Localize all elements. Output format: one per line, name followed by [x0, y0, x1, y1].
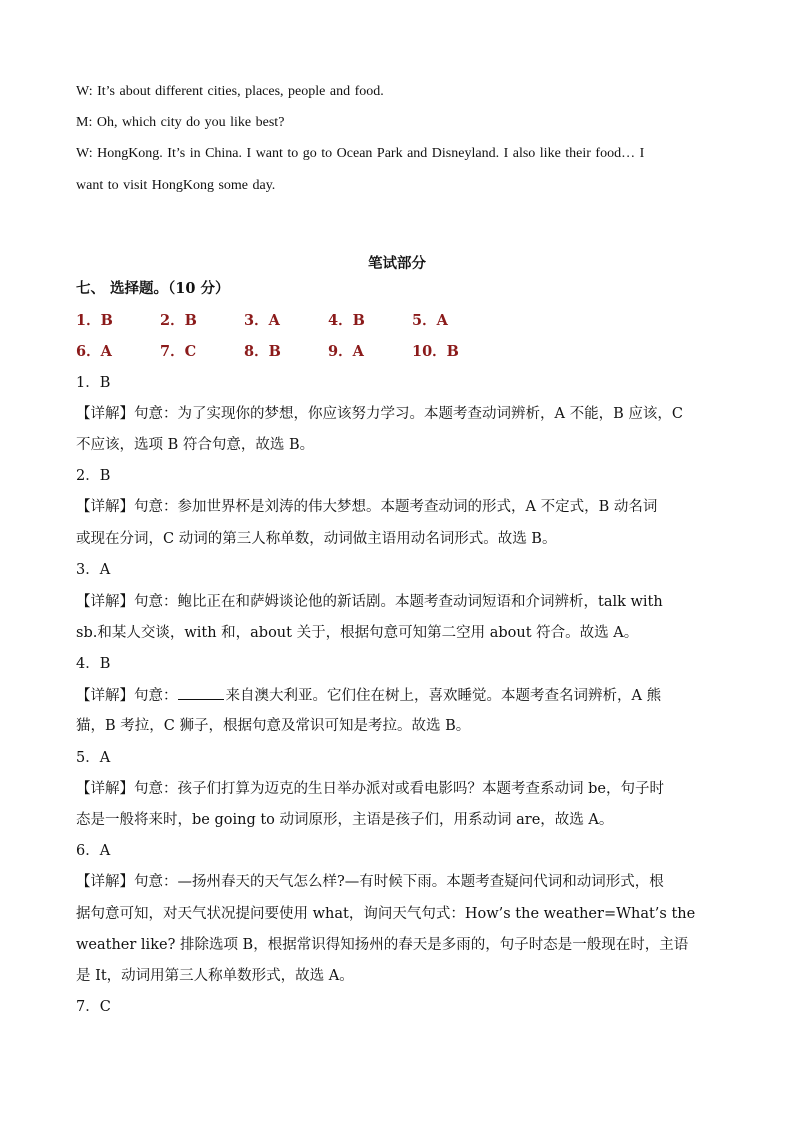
dialogue-line-1: W: It’s about different cities, places, people and food.	[76, 84, 384, 99]
explanation-number: 2．B	[76, 468, 111, 484]
explanation-rest: 来自澳大利亚。它们住在树上，喜欢睡觉。本题考查名词辨析，A 熊	[225, 688, 662, 704]
explanation-number: 7．C	[76, 999, 111, 1015]
explanation-text	[76, 685, 756, 706]
answer-key-item: 2．B	[160, 312, 197, 329]
answer-key-item: 3．A	[244, 312, 280, 329]
answer-key-item: 8．B	[244, 343, 281, 360]
answer-key-item: 9．A	[328, 343, 364, 360]
dialogue-line-2: M: Oh, which city do you like best?	[76, 115, 285, 130]
fill-in-blank	[178, 685, 224, 700]
explanation-text: 态是一般将来时，be going to 动词原形，主语是孩子们，用系动词 are，故选 A。	[76, 812, 614, 828]
explanation-text: 或现在分词，C 动词的第三人称单数，动词做主语用动名词形式。故选 B。	[76, 531, 557, 547]
explanation-text: 【详解】句意：为了实现你的梦想，你应该努力学习。本题考查动词辨析，A 不能，B 应该，C	[76, 406, 683, 422]
dialogue-line-3: W: HongKong. It’s in China. I want to go to Ocean Park and Disneyland. I also like their food… I	[76, 146, 645, 161]
explanation-text: 【详解】句意：参加世界杯是刘涛的伟大梦想。本题考查动词的形式，A 不定式，B 动名词	[76, 499, 658, 515]
explanation-text: 【详解】句意：—扬州春天的天气怎么样?—有时候下雨。本题考查疑问代词和动词形式，根	[76, 874, 664, 890]
explanation-text: 是 It，动词用第三人称单数形式，故选 A。	[76, 968, 354, 984]
answer-key-row-1	[76, 311, 756, 331]
explanation-text: sb.和某人交谈，with 和，about 关于，根据句意可知第二空用 about 符合。故选 A。	[76, 625, 639, 641]
section-title: 笔试部分	[368, 255, 426, 272]
explanation-text: 不应该，选项 B 符合句意，故选 B。	[76, 437, 315, 453]
answer-key-item: 1．B	[76, 312, 113, 329]
answer-key-item: 4．B	[328, 312, 365, 329]
explanation-number: 1．B	[76, 375, 111, 391]
explanation-text: 【详解】句意：鲍比正在和萨姆谈论他的新话剧。本题考查动词短语和介词辨析，talk with	[76, 594, 663, 610]
explanation-number: 6．A	[76, 843, 111, 859]
answer-key-item: 6．A	[76, 343, 112, 360]
explanation-text: 【详解】句意：孩子们打算为迈克的生日举办派对或看电影吗？本题考查系动词 be，句子时	[76, 781, 664, 797]
answer-key-item: 5．A	[412, 312, 448, 329]
explanation-number: 3．A	[76, 562, 111, 578]
dialogue-line-4: want to visit HongKong some day.	[76, 178, 276, 193]
explanation-text: 猫，B 考拉，C 狮子，根据句意及常识可知是考拉。故选 B。	[76, 718, 471, 734]
answer-key-item: 10．B	[412, 343, 459, 360]
answer-key-item: 7．C	[160, 343, 197, 360]
answer-key-row-2	[76, 342, 756, 362]
explanation-text: 据句意可知，对天气状况提问要使用 what，询问天气句式：How’s the weather=What’s the	[76, 906, 696, 922]
question-heading: 七、 选择题。（10 分）	[76, 280, 230, 297]
explanation-text: weather like? 排除选项 B，根据常识得知扬州的春天是多雨的，句子时态是一般现在时，主语	[76, 937, 689, 953]
explanation-number: 4．B	[76, 656, 111, 672]
explanation-prefix: 【详解】句意：	[76, 688, 178, 704]
explanation-number: 5．A	[76, 750, 111, 766]
